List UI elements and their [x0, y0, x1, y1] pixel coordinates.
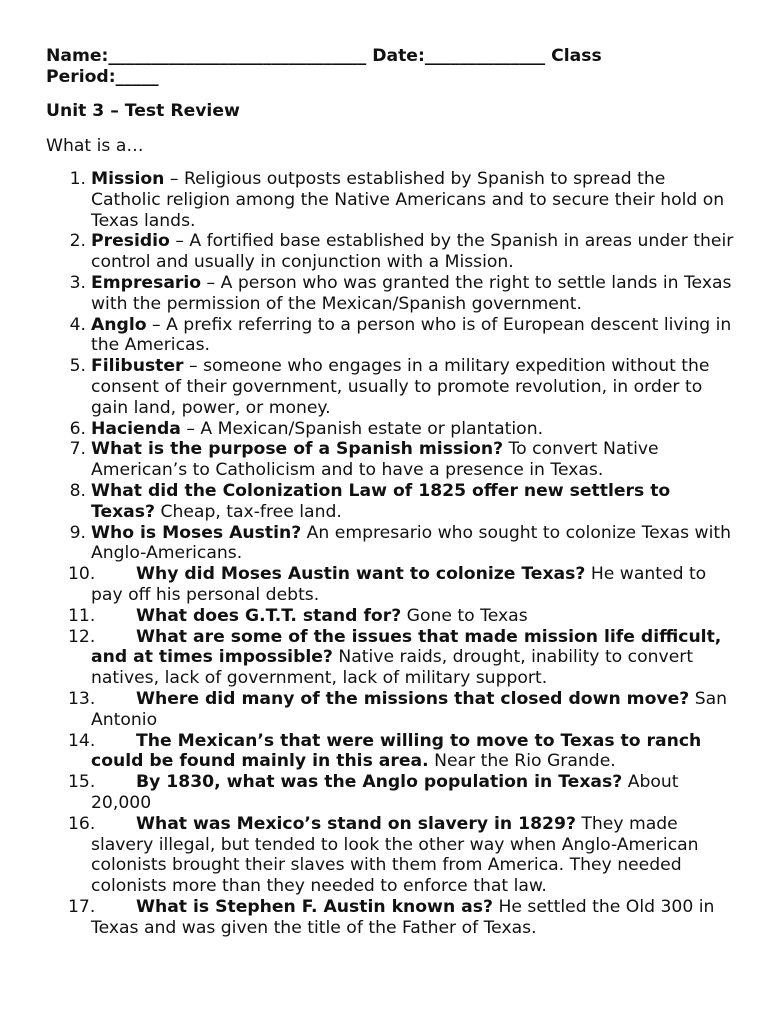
item-number: 7. [69, 439, 86, 460]
item-term: Anglo [91, 314, 147, 335]
item-answer: He wanted to pay off his personal debts. [91, 564, 707, 605]
unit-title: Unit 3 – Test Review [46, 101, 240, 121]
item-number: 6. [69, 418, 86, 439]
item-term: Who is Moses Austin? [91, 522, 302, 543]
item-answer: A fortified base established by the Spanish in areas under their control and usually in conjunction with a Mission. [91, 231, 734, 273]
list-item [46, 627, 736, 689]
list-item [46, 356, 736, 418]
item-separator: – [183, 356, 204, 377]
item-number: 13. [68, 688, 96, 709]
item-term: Hacienda [91, 418, 181, 439]
item-term: Why did Moses Austin want to colonize Texas? [136, 564, 586, 585]
intro-text: What is a… [46, 136, 144, 156]
item-term: Where did many of the missions that closed down move? [136, 688, 690, 709]
list-item [46, 231, 736, 273]
item-term: By 1830, what was the Anglo population in Texas? [136, 772, 623, 793]
item-number: 11. [68, 605, 96, 626]
item-answer: A Mexican/Spanish estate or plantation. [200, 418, 544, 439]
item-answer: Gone to Texas [406, 605, 528, 626]
item-separator: – [146, 314, 167, 335]
list-item [46, 439, 736, 481]
item-number: 12. [68, 626, 96, 647]
item-number: 4. [69, 314, 86, 335]
item-answer: A prefix referring to a person who is of European descent living in the Americas. [91, 314, 732, 356]
item-term: What is Stephen F. Austin known as? [136, 896, 493, 917]
item-term: Empresario [91, 272, 202, 293]
item-number: 1. [69, 169, 86, 189]
item-answer: San Antonio [91, 688, 728, 730]
item-number: 17. [68, 896, 96, 917]
list-item [46, 731, 736, 773]
item-number: 16. [68, 813, 96, 834]
header-line-name-date-class: Name:______________________________ Date:______________ Class [46, 46, 602, 66]
list-item [46, 606, 736, 627]
list-item [46, 419, 736, 440]
item-answer: To convert Native American’s to Catholicism and to have a presence in Texas. [91, 439, 659, 481]
list-item [46, 523, 736, 565]
item-answer: someone who engages in a military expedition without the consent of their government, usually to promote revolution, in order to gain land, power, or money. [91, 356, 710, 418]
item-number: 5. [69, 356, 86, 377]
item-number: 10. [68, 564, 96, 585]
item-answer: About 20,000 [91, 772, 679, 813]
item-separator: – [180, 418, 201, 439]
item-answer: He settled the Old 300 in Texas and was given the title of the Father of Texas. [91, 896, 715, 938]
item-answer: Cheap, tax-free land. [160, 501, 342, 522]
list-item [46, 481, 736, 523]
item-term: What did the Colonization Law of 1825 offer new settlers to Texas? [91, 480, 671, 522]
item-answer: Religious outposts established by Spanish to spread the Catholic religion among the Native Americans and to secure their hold on Texas lands. [91, 169, 725, 231]
item-number: 2. [69, 231, 86, 252]
item-number: 8. [69, 480, 86, 501]
item-number: 14. [68, 730, 96, 751]
item-answer: Near the Rio Grande. [434, 751, 616, 772]
item-separator: – [169, 231, 190, 252]
item-number: 3. [69, 272, 86, 293]
list-item [46, 273, 736, 315]
item-term: Presidio [91, 231, 170, 252]
item-number: 9. [69, 522, 86, 543]
item-term: What does G.T.T. stand for? [136, 605, 402, 626]
item-term: What are some of the issues that made mission life difficult, and at times impossible? [91, 626, 722, 668]
list-item [46, 772, 736, 814]
item-term: What was Mexico’s stand on slavery in 1829? [136, 813, 576, 834]
list-item [46, 814, 736, 897]
item-term: The Mexican’s that were willing to move to Texas to ranch could be found mainly in this area. [91, 730, 702, 772]
item-answer: Native raids, drought, inability to convert natives, lack of government, lack of military support. [91, 647, 694, 689]
item-answer: They made slavery illegal, but tended to look the other way when Anglo-American colonists brought their slaves with them from America. They needed colonists more than they needed to enforce that law. [91, 813, 699, 897]
item-term: Filibuster [91, 356, 184, 377]
item-separator: – [201, 272, 221, 293]
item-separator: – [164, 169, 184, 189]
item-term: What is the purpose of a Spanish mission? [91, 439, 504, 460]
review-list [46, 169, 736, 938]
name-date-header [46, 46, 736, 88]
item-answer: An empresario who sought to colonize Texas with Anglo-Americans. [91, 522, 732, 564]
item-term: Mission [91, 169, 165, 189]
list-item [46, 564, 736, 606]
list-item [46, 315, 736, 357]
list-item [46, 689, 736, 731]
list-item [46, 897, 736, 939]
item-number: 15. [68, 772, 96, 793]
header-line-period: Period:_____ [46, 67, 159, 87]
item-answer: A person who was granted the right to settle lands in Texas with the permission of the Mexican/Spanish government. [91, 272, 732, 314]
list-item [46, 169, 736, 231]
